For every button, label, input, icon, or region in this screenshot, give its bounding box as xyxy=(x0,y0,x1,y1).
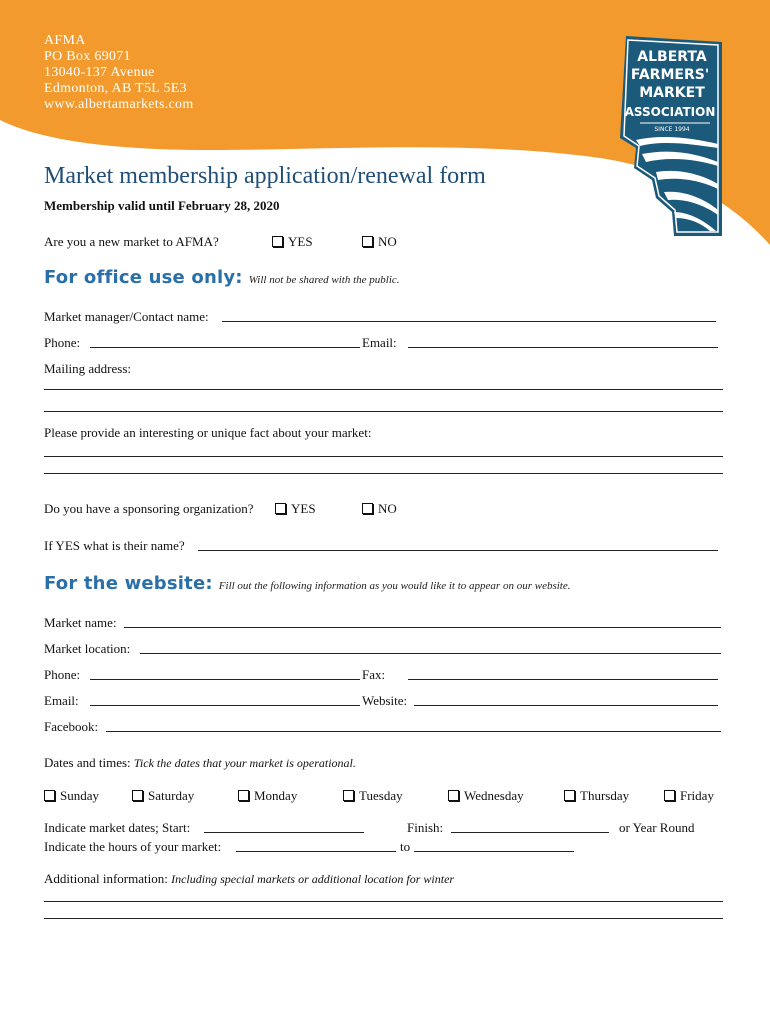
new-market-no-option[interactable] xyxy=(362,234,397,250)
day-option-saturday[interactable] xyxy=(132,788,194,804)
sponsor-yes-option[interactable] xyxy=(275,501,316,517)
checkbox[interactable] xyxy=(275,503,286,514)
fax-label: Fax: xyxy=(362,667,386,682)
sponsor-name-field[interactable] xyxy=(198,550,718,551)
day-label: Monday xyxy=(254,788,298,803)
sponsor-no-option[interactable] xyxy=(362,501,397,517)
form-title: Market membership application/renewal form xyxy=(44,163,486,189)
sponsor-question: Do you have a sponsoring organization? xyxy=(44,501,254,516)
website-heading xyxy=(44,573,570,594)
market-location-label: Market location: xyxy=(44,641,131,656)
contact-name-field[interactable] xyxy=(222,321,716,322)
facebook-label: Facebook: xyxy=(44,719,99,734)
additional-info-field[interactable] xyxy=(44,901,723,902)
fax-field[interactable] xyxy=(408,679,718,680)
field-note: Tick the dates that your market is operational. xyxy=(133,756,356,770)
day-label: Thursday xyxy=(580,788,630,803)
logo-text: MARKET xyxy=(639,85,705,101)
office-phone-label: Phone: xyxy=(44,335,81,350)
market-dates-label: Indicate market dates; Start: xyxy=(44,820,191,835)
market-location-field[interactable] xyxy=(140,653,721,654)
section-heading: For the website: xyxy=(44,573,213,594)
day-option-friday[interactable] xyxy=(664,788,714,804)
mailing-address-field[interactable] xyxy=(44,389,723,390)
field-label: Dates and times: xyxy=(44,755,131,770)
additional-info-label xyxy=(44,871,454,887)
checkbox[interactable] xyxy=(343,790,354,801)
hours-end-field[interactable] xyxy=(414,851,574,852)
website-label: Website: xyxy=(362,693,408,708)
web-email-label: Email: xyxy=(44,693,79,708)
address-line: www.albertamarkets.com xyxy=(44,97,194,112)
section-note: Fill out the following information as you would like it to appear on our website. xyxy=(218,580,571,592)
web-phone-field[interactable] xyxy=(90,679,360,680)
checkbox[interactable] xyxy=(362,236,373,247)
section-heading: For office use only: xyxy=(44,267,243,288)
checkbox[interactable] xyxy=(564,790,575,801)
year-round-label: or Year Round xyxy=(619,820,695,835)
option-label: NO xyxy=(378,501,397,516)
web-phone-label: Phone: xyxy=(44,667,81,682)
afma-logo xyxy=(612,34,724,238)
office-email-field[interactable] xyxy=(408,347,718,348)
logo-text: FARMERS' xyxy=(630,67,710,83)
membership-validity: Membership valid until February 28, 2020 xyxy=(44,198,280,213)
address-line: 13040-137 Avenue xyxy=(44,65,155,80)
unique-fact-label: Please provide an interesting or unique fact about your market: xyxy=(44,425,372,440)
contact-name-label: Market manager/Contact name: xyxy=(44,309,209,324)
option-label: NO xyxy=(378,234,397,249)
afma-address xyxy=(44,33,194,113)
mailing-address-field[interactable] xyxy=(44,411,723,412)
facebook-field[interactable] xyxy=(106,731,721,732)
logo-text: ASSOCIATION xyxy=(624,105,716,119)
day-option-monday[interactable] xyxy=(238,788,297,804)
day-label: Saturday xyxy=(148,788,195,803)
checkbox[interactable] xyxy=(132,790,143,801)
website-field[interactable] xyxy=(414,705,718,706)
unique-fact-field[interactable] xyxy=(44,456,723,457)
day-option-thursday[interactable] xyxy=(564,788,629,804)
checkbox[interactable] xyxy=(44,790,55,801)
new-market-yes-option[interactable] xyxy=(272,234,313,250)
start-date-field[interactable] xyxy=(204,832,364,833)
market-hours-label: Indicate the hours of your market: xyxy=(44,839,222,854)
option-label: YES xyxy=(291,501,316,516)
finish-date-field[interactable] xyxy=(451,832,609,833)
new-market-question: Are you a new market to AFMA? xyxy=(44,234,219,249)
additional-info-field[interactable] xyxy=(44,918,723,919)
office-use-heading xyxy=(44,267,400,288)
day-option-tuesday[interactable] xyxy=(343,788,403,804)
market-name-label: Market name: xyxy=(44,615,117,630)
web-email-field[interactable] xyxy=(90,705,360,706)
field-label: Additional information: xyxy=(44,871,168,886)
logo-text: ALBERTA xyxy=(637,49,707,65)
market-name-field[interactable] xyxy=(124,627,721,628)
checkbox[interactable] xyxy=(664,790,675,801)
day-label: Sunday xyxy=(60,788,99,803)
option-label: YES xyxy=(288,234,313,249)
day-option-wednesday[interactable] xyxy=(448,788,524,804)
address-line: AFMA xyxy=(44,33,86,48)
day-label: Tuesday xyxy=(359,788,403,803)
day-label: Friday xyxy=(680,788,714,803)
office-email-label: Email: xyxy=(362,335,397,350)
logo-text: SINCE 1994 xyxy=(654,126,690,133)
dates-times-label xyxy=(44,755,356,771)
day-label: Wednesday xyxy=(464,788,524,803)
sponsor-name-label: If YES what is their name? xyxy=(44,538,185,553)
checkbox[interactable] xyxy=(448,790,459,801)
unique-fact-field[interactable] xyxy=(44,473,723,474)
mailing-address-label: Mailing address: xyxy=(44,361,132,376)
hours-start-field[interactable] xyxy=(236,851,396,852)
checkbox[interactable] xyxy=(362,503,373,514)
hours-to-label: to xyxy=(400,839,411,854)
address-line: Edmonton, AB T5L 5E3 xyxy=(44,81,187,96)
section-note: Will not be shared with the public. xyxy=(248,274,400,286)
address-line: PO Box 69071 xyxy=(44,49,131,64)
field-note: Including special markets or additional location for winter xyxy=(171,872,455,886)
checkbox[interactable] xyxy=(272,236,283,247)
office-phone-field[interactable] xyxy=(90,347,360,348)
checkbox[interactable] xyxy=(238,790,249,801)
finish-label: Finish: xyxy=(407,820,444,835)
day-option-sunday[interactable] xyxy=(44,788,99,804)
